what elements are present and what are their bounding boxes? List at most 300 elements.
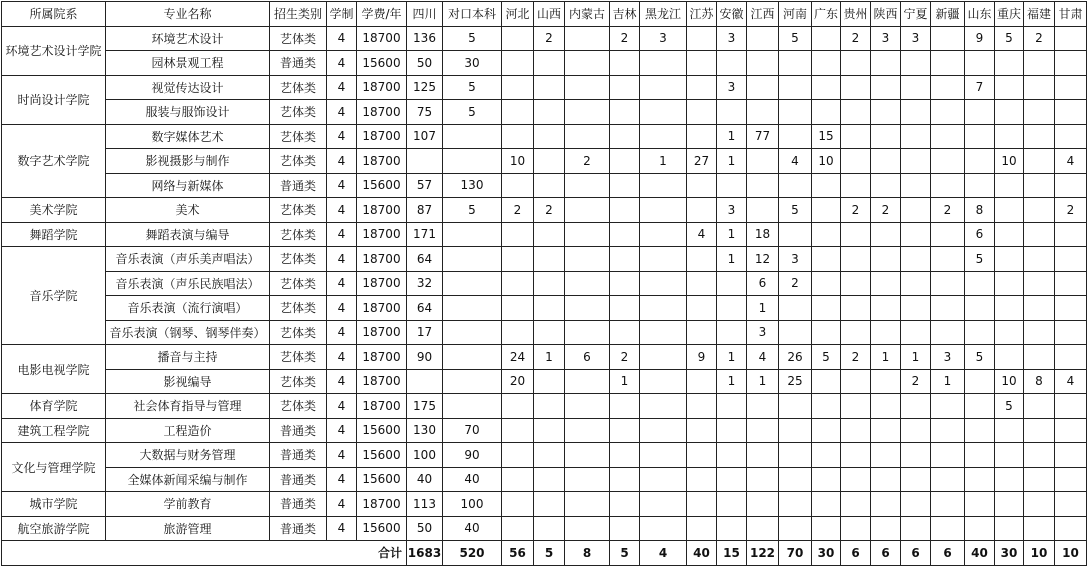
quota-cell <box>871 222 901 247</box>
quota-cell <box>812 369 841 394</box>
quota-cell <box>502 394 534 419</box>
header-province: 山东 <box>965 2 995 27</box>
quota-cell <box>687 198 717 223</box>
quota-cell <box>534 320 565 345</box>
quota-cell <box>1055 222 1087 247</box>
header-province: 对口本科 <box>443 2 502 27</box>
quota-cell <box>640 418 687 443</box>
table-row <box>2 296 1087 321</box>
quota-cell <box>871 492 901 517</box>
quota-cell <box>1024 443 1055 468</box>
quota-cell <box>1024 149 1055 174</box>
quota-cell <box>717 271 747 296</box>
quota-cell: 1 <box>931 369 965 394</box>
quota-cell <box>1024 51 1055 76</box>
quota-cell <box>565 173 610 198</box>
years-cell: 4 <box>327 296 357 321</box>
quota-cell: 3 <box>747 320 779 345</box>
quota-cell <box>747 443 779 468</box>
quota-cell: 5 <box>443 26 502 51</box>
category-cell: 艺体类 <box>270 320 327 345</box>
header-province: 黑龙江 <box>640 2 687 27</box>
quota-cell <box>565 516 610 541</box>
major-name-cell: 影视摄影与制作 <box>106 149 270 174</box>
quota-cell: 7 <box>965 75 995 100</box>
quota-cell <box>610 75 640 100</box>
total-cell: 30 <box>812 541 841 566</box>
quota-cell <box>871 369 901 394</box>
quota-cell <box>1055 173 1087 198</box>
quota-cell <box>931 149 965 174</box>
quota-cell <box>871 149 901 174</box>
quota-cell <box>443 320 502 345</box>
quota-cell <box>534 173 565 198</box>
quota-cell: 40 <box>443 516 502 541</box>
quota-cell <box>779 222 812 247</box>
quota-cell: 10 <box>995 149 1024 174</box>
quota-cell <box>640 271 687 296</box>
quota-cell <box>717 394 747 419</box>
quota-cell <box>871 247 901 272</box>
quota-cell <box>565 100 610 125</box>
quota-cell <box>841 492 871 517</box>
quota-cell: 100 <box>443 492 502 517</box>
major-name-cell: 网络与新媒体 <box>106 173 270 198</box>
quota-cell <box>687 271 717 296</box>
college-name-cell: 时尚设计学院 <box>2 75 106 124</box>
quota-cell <box>747 26 779 51</box>
category-cell: 普通类 <box>270 516 327 541</box>
quota-cell <box>717 173 747 198</box>
quota-cell <box>995 271 1024 296</box>
quota-cell <box>931 26 965 51</box>
quota-cell: 3 <box>717 75 747 100</box>
quota-cell: 5 <box>443 100 502 125</box>
quota-cell: 5 <box>443 198 502 223</box>
major-name-cell: 美术 <box>106 198 270 223</box>
quota-cell <box>1055 124 1087 149</box>
years-cell: 4 <box>327 75 357 100</box>
quota-cell <box>717 492 747 517</box>
years-cell: 4 <box>327 320 357 345</box>
quota-cell <box>841 369 871 394</box>
total-cell: 122 <box>747 541 779 566</box>
major-name-cell: 音乐表演（钢琴、钢琴伴奏） <box>106 320 270 345</box>
quota-cell: 6 <box>747 271 779 296</box>
quota-cell <box>565 443 610 468</box>
quota-cell: 130 <box>407 418 443 443</box>
header-province: 四川 <box>407 2 443 27</box>
quota-cell: 1 <box>717 345 747 370</box>
quota-cell: 4 <box>1055 369 1087 394</box>
header-province: 贵州 <box>841 2 871 27</box>
quota-cell <box>871 100 901 125</box>
quota-cell <box>717 296 747 321</box>
quota-cell: 1 <box>717 369 747 394</box>
quota-cell <box>565 247 610 272</box>
quota-cell <box>502 320 534 345</box>
quota-cell <box>1055 296 1087 321</box>
quota-cell <box>841 516 871 541</box>
quota-cell <box>995 100 1024 125</box>
fee-cell: 18700 <box>357 296 407 321</box>
quota-cell <box>841 394 871 419</box>
total-cell: 6 <box>841 541 871 566</box>
quota-cell <box>812 492 841 517</box>
quota-cell <box>1024 492 1055 517</box>
major-name-cell: 音乐表演（声乐美声唱法） <box>106 247 270 272</box>
total-cell: 70 <box>779 541 812 566</box>
quota-cell <box>1024 320 1055 345</box>
years-cell: 4 <box>327 26 357 51</box>
quota-cell <box>901 492 931 517</box>
fee-cell: 18700 <box>357 124 407 149</box>
quota-cell: 113 <box>407 492 443 517</box>
quota-cell <box>965 271 995 296</box>
quota-cell <box>901 198 931 223</box>
quota-cell <box>812 100 841 125</box>
quota-cell <box>931 51 965 76</box>
quota-cell: 1 <box>717 124 747 149</box>
quota-cell <box>610 320 640 345</box>
quota-cell <box>841 100 871 125</box>
major-name-cell: 视觉传达设计 <box>106 75 270 100</box>
fee-cell: 15600 <box>357 467 407 492</box>
quota-cell <box>640 296 687 321</box>
quota-cell <box>1024 418 1055 443</box>
total-cell: 5 <box>610 541 640 566</box>
quota-cell <box>640 198 687 223</box>
quota-cell <box>534 443 565 468</box>
quota-cell <box>1055 100 1087 125</box>
major-name-cell: 社会体育指导与管理 <box>106 394 270 419</box>
quota-cell <box>443 296 502 321</box>
quota-cell <box>779 516 812 541</box>
quota-cell <box>965 100 995 125</box>
table-row <box>2 124 1087 149</box>
quota-cell: 9 <box>687 345 717 370</box>
quota-cell <box>901 149 931 174</box>
years-cell: 4 <box>327 100 357 125</box>
quota-cell <box>812 247 841 272</box>
quota-cell <box>779 100 812 125</box>
quota-cell: 4 <box>747 345 779 370</box>
quota-cell <box>502 271 534 296</box>
quota-cell: 75 <box>407 100 443 125</box>
quota-cell <box>534 51 565 76</box>
quota-cell <box>931 271 965 296</box>
quota-cell <box>901 222 931 247</box>
quota-cell <box>717 467 747 492</box>
quota-cell <box>502 26 534 51</box>
quota-cell <box>779 418 812 443</box>
quota-cell <box>565 222 610 247</box>
quota-cell <box>1024 75 1055 100</box>
quota-cell <box>1055 394 1087 419</box>
quota-cell <box>901 418 931 443</box>
quota-cell <box>965 369 995 394</box>
quota-cell: 50 <box>407 51 443 76</box>
fee-cell: 15600 <box>357 173 407 198</box>
header-province: 宁夏 <box>901 2 931 27</box>
quota-cell: 100 <box>407 443 443 468</box>
quota-cell <box>779 320 812 345</box>
quota-cell <box>841 418 871 443</box>
header-college: 所属院系 <box>2 2 106 27</box>
category-cell: 艺体类 <box>270 26 327 51</box>
quota-cell <box>812 75 841 100</box>
header-province: 安徽 <box>717 2 747 27</box>
quota-cell <box>502 516 534 541</box>
quota-cell: 1 <box>871 345 901 370</box>
total-cell: 10 <box>1024 541 1055 566</box>
quota-cell <box>687 26 717 51</box>
fee-cell: 18700 <box>357 369 407 394</box>
quota-cell <box>995 345 1024 370</box>
fee-cell: 15600 <box>357 443 407 468</box>
quota-cell: 2 <box>841 26 871 51</box>
quota-cell: 30 <box>443 51 502 76</box>
quota-cell <box>901 173 931 198</box>
quota-cell: 8 <box>1024 369 1055 394</box>
table-row <box>2 51 1087 76</box>
quota-cell <box>747 394 779 419</box>
quota-cell <box>687 320 717 345</box>
quota-cell <box>995 247 1024 272</box>
quota-cell <box>871 320 901 345</box>
table-row <box>2 247 1087 272</box>
quota-cell <box>565 394 610 419</box>
quota-cell: 26 <box>779 345 812 370</box>
years-cell: 4 <box>327 51 357 76</box>
quota-cell: 2 <box>610 345 640 370</box>
quota-cell <box>841 149 871 174</box>
quota-cell: 5 <box>995 26 1024 51</box>
quota-cell: 32 <box>407 271 443 296</box>
quota-cell <box>871 271 901 296</box>
quota-cell: 2 <box>534 198 565 223</box>
quota-cell: 40 <box>443 467 502 492</box>
quota-cell: 2 <box>841 198 871 223</box>
header-major: 专业名称 <box>106 2 270 27</box>
quota-cell <box>687 247 717 272</box>
quota-cell: 1 <box>717 247 747 272</box>
header-province: 江苏 <box>687 2 717 27</box>
quota-cell <box>565 467 610 492</box>
quota-cell <box>779 492 812 517</box>
quota-cell <box>1055 75 1087 100</box>
quota-cell <box>841 271 871 296</box>
table-row <box>2 75 1087 100</box>
quota-cell: 6 <box>565 345 610 370</box>
quota-cell <box>871 173 901 198</box>
quota-cell: 2 <box>534 26 565 51</box>
quota-cell <box>640 124 687 149</box>
years-cell: 4 <box>327 173 357 198</box>
table-row <box>2 222 1087 247</box>
quota-cell <box>565 492 610 517</box>
college-name-cell: 环境艺术设计学院 <box>2 26 106 75</box>
table-row <box>2 443 1087 468</box>
years-cell: 4 <box>327 345 357 370</box>
quota-cell <box>812 198 841 223</box>
category-cell: 艺体类 <box>270 271 327 296</box>
header-province: 甘肃 <box>1055 2 1087 27</box>
quota-cell <box>841 443 871 468</box>
quota-cell <box>1024 124 1055 149</box>
enrollment-plan-table <box>1 1 1087 566</box>
quota-cell <box>502 247 534 272</box>
quota-cell: 1 <box>717 149 747 174</box>
major-name-cell: 服装与服饰设计 <box>106 100 270 125</box>
quota-cell <box>565 26 610 51</box>
quota-cell <box>610 149 640 174</box>
quota-cell <box>931 516 965 541</box>
quota-cell <box>502 296 534 321</box>
quota-cell <box>871 418 901 443</box>
quota-cell <box>610 100 640 125</box>
quota-cell <box>565 296 610 321</box>
quota-cell <box>779 173 812 198</box>
college-name-cell: 体育学院 <box>2 394 106 419</box>
quota-cell: 2 <box>931 198 965 223</box>
quota-cell: 5 <box>965 247 995 272</box>
years-cell: 4 <box>327 467 357 492</box>
quota-cell <box>965 418 995 443</box>
quota-cell: 17 <box>407 320 443 345</box>
fee-cell: 18700 <box>357 247 407 272</box>
quota-cell <box>717 418 747 443</box>
years-cell: 4 <box>327 198 357 223</box>
quota-cell <box>565 51 610 76</box>
quota-cell <box>1055 247 1087 272</box>
quota-cell <box>534 394 565 419</box>
major-name-cell: 数字媒体艺术 <box>106 124 270 149</box>
quota-cell <box>687 467 717 492</box>
total-cell: 40 <box>965 541 995 566</box>
quota-cell <box>901 247 931 272</box>
quota-cell <box>640 443 687 468</box>
quota-cell: 64 <box>407 296 443 321</box>
fee-cell: 18700 <box>357 271 407 296</box>
quota-cell: 70 <box>443 418 502 443</box>
quota-cell <box>901 124 931 149</box>
quota-cell: 2 <box>871 198 901 223</box>
quota-cell <box>901 320 931 345</box>
quota-cell <box>534 100 565 125</box>
quota-cell <box>1024 100 1055 125</box>
quota-cell <box>534 75 565 100</box>
quota-cell <box>871 394 901 419</box>
quota-cell <box>640 100 687 125</box>
fee-cell: 18700 <box>357 492 407 517</box>
category-cell: 艺体类 <box>270 296 327 321</box>
category-cell: 普通类 <box>270 492 327 517</box>
quota-cell <box>965 320 995 345</box>
quota-cell <box>812 394 841 419</box>
quota-cell: 10 <box>812 149 841 174</box>
quota-cell <box>534 124 565 149</box>
quota-cell: 136 <box>407 26 443 51</box>
quota-cell <box>502 124 534 149</box>
quota-cell <box>995 467 1024 492</box>
quota-cell: 5 <box>812 345 841 370</box>
category-cell: 艺体类 <box>270 198 327 223</box>
quota-cell <box>717 100 747 125</box>
years-cell: 4 <box>327 124 357 149</box>
category-cell: 普通类 <box>270 418 327 443</box>
quota-cell <box>1055 443 1087 468</box>
quota-cell: 2 <box>901 369 931 394</box>
quota-cell <box>502 222 534 247</box>
fee-cell: 18700 <box>357 222 407 247</box>
quota-cell <box>640 75 687 100</box>
quota-cell <box>931 467 965 492</box>
table-row <box>2 394 1087 419</box>
quota-cell <box>610 247 640 272</box>
category-cell: 艺体类 <box>270 222 327 247</box>
quota-cell <box>931 320 965 345</box>
table-row <box>2 467 1087 492</box>
quota-cell <box>779 296 812 321</box>
total-cell: 4 <box>640 541 687 566</box>
quota-cell <box>812 296 841 321</box>
quota-cell <box>965 467 995 492</box>
years-cell: 4 <box>327 369 357 394</box>
table-row <box>2 516 1087 541</box>
quota-cell: 1 <box>747 296 779 321</box>
total-cell: 5 <box>534 541 565 566</box>
quota-cell <box>640 345 687 370</box>
quota-cell <box>1024 345 1055 370</box>
quota-cell: 25 <box>779 369 812 394</box>
quota-cell <box>534 296 565 321</box>
quota-cell <box>687 369 717 394</box>
quota-cell <box>747 149 779 174</box>
quota-cell <box>901 394 931 419</box>
quota-cell: 64 <box>407 247 443 272</box>
fee-cell: 18700 <box>357 149 407 174</box>
quota-cell <box>534 492 565 517</box>
quota-cell <box>779 124 812 149</box>
quota-cell <box>995 443 1024 468</box>
quota-cell <box>565 124 610 149</box>
quota-cell: 40 <box>407 467 443 492</box>
quota-cell: 1 <box>534 345 565 370</box>
quota-cell <box>931 443 965 468</box>
quota-cell: 57 <box>407 173 443 198</box>
quota-cell <box>610 124 640 149</box>
quota-cell <box>812 51 841 76</box>
quota-cell <box>901 51 931 76</box>
fee-cell: 18700 <box>357 320 407 345</box>
quota-cell <box>871 296 901 321</box>
quota-cell <box>841 124 871 149</box>
quota-cell <box>565 369 610 394</box>
quota-cell <box>931 492 965 517</box>
major-name-cell: 旅游管理 <box>106 516 270 541</box>
quota-cell <box>565 198 610 223</box>
quota-cell: 130 <box>443 173 502 198</box>
college-name-cell: 城市学院 <box>2 492 106 517</box>
college-name-cell: 建筑工程学院 <box>2 418 106 443</box>
quota-cell <box>534 516 565 541</box>
quota-cell <box>640 369 687 394</box>
quota-cell: 4 <box>1055 149 1087 174</box>
quota-cell <box>965 516 995 541</box>
quota-cell <box>1055 492 1087 517</box>
quota-cell <box>443 247 502 272</box>
